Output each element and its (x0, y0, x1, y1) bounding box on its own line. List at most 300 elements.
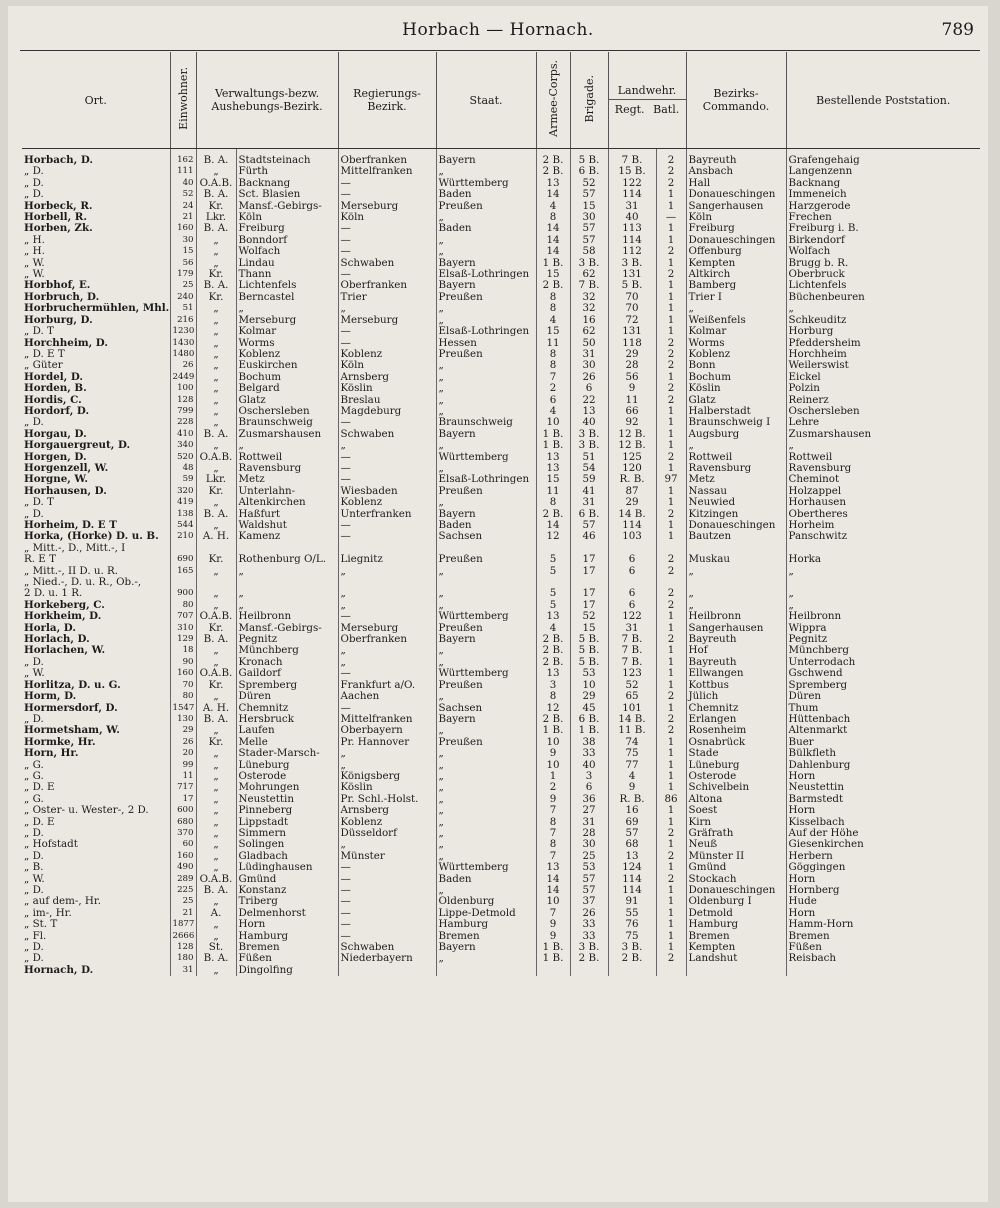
place-name-cell: Horchheim, D. (24, 337, 108, 349)
armee-corps-cell: 9 (536, 748, 570, 759)
poststation-cell: Oschersleben (786, 406, 980, 417)
regierungs-bezirk-cell: — (338, 269, 436, 280)
staat-cell: Preußen (436, 349, 536, 360)
header-brigade-label: Brigade. (582, 74, 596, 123)
table-row (22, 235, 980, 246)
poststation-cell: Düren (786, 691, 980, 702)
verwaltung-bezirk-cell: Gladbach (236, 851, 338, 862)
regierungs-bezirk-cell: — (338, 668, 436, 679)
place-name-cell: „ Nied.-, D. u. R., Ob.-, (24, 577, 142, 589)
verwaltung-bezirk-cell: Worms (236, 338, 338, 349)
landwehr-regt-cell: 13 (608, 851, 656, 862)
regierungs-bezirk-cell: Schwaben (338, 942, 436, 953)
verwaltung-type-cell: „ (196, 235, 236, 246)
regierungs-bezirk-cell: — (338, 703, 436, 714)
bezirks-kommando-cell: Nassau (686, 486, 786, 497)
bezirks-kommando-cell: Donaueschingen (686, 520, 786, 531)
verwaltung-type-cell: „ (196, 417, 236, 428)
staat-cell: „ (436, 828, 536, 839)
einwohner-cell: 320 (170, 486, 196, 497)
bezirks-kommando-cell: Offenburg (686, 246, 786, 257)
regierungs-bezirk-cell: — (338, 235, 436, 246)
armee-corps-cell: 2 B. (536, 509, 570, 520)
top-rule (20, 50, 980, 51)
header-einwohner-label: Einwohner. (176, 67, 190, 130)
table-row (22, 201, 980, 212)
place-name-cell: Horben, Zk. (24, 223, 93, 235)
staat-cell: Elsaß-Lothringen (436, 326, 536, 337)
poststation-cell (786, 965, 980, 976)
brigade-cell: 10 (570, 680, 608, 691)
verwaltung-bezirk-cell: Neustettin (236, 794, 338, 805)
header-armee-corps-label: Armee-Corps. (546, 60, 560, 137)
verwaltung-type-cell: B. A. (196, 223, 236, 234)
table-row (22, 645, 980, 656)
verwaltung-type-cell: B. A. (196, 189, 236, 200)
armee-corps-cell: 7 (536, 851, 570, 862)
place-name-cell: Hormersdorf, D. (24, 702, 118, 714)
regierungs-bezirk-cell: — (338, 338, 436, 349)
regierungs-bezirk-cell (338, 965, 436, 976)
bezirks-kommando-cell: Kempten (686, 258, 786, 269)
brigade-cell (570, 965, 608, 976)
verwaltung-bezirk-cell: Kronach (236, 657, 338, 668)
table-row (22, 258, 980, 269)
landwehr-regt-cell: 2 B. (608, 953, 656, 964)
table-row (22, 885, 980, 896)
verwaltung-bezirk-cell: Ravensburg (236, 463, 338, 474)
brigade-cell: 5 B. (570, 657, 608, 668)
table-row (22, 543, 980, 554)
landwehr-batl-cell: 2 (656, 725, 686, 736)
verwaltung-type-cell: „ (196, 794, 236, 805)
poststation-cell: „ (786, 303, 980, 314)
armee-corps-cell: 1 B. (536, 942, 570, 953)
place-name-cell: Horkheim, D. (24, 611, 102, 623)
verwaltung-bezirk-cell: Fürth (236, 166, 338, 177)
bezirks-kommando-cell: Heilbronn (686, 611, 786, 622)
verwaltung-type-cell: „ (196, 645, 236, 656)
verwaltung-type-cell: „ (196, 931, 236, 942)
armee-corps-cell: 2 B. (536, 714, 570, 725)
table-row (22, 497, 980, 508)
place-name-cell: Horlitza, D. u. G. (24, 679, 121, 691)
bezirks-kommando-cell: „ (686, 600, 786, 611)
staat-cell: Elsaß-Lothringen (436, 269, 536, 280)
verwaltung-bezirk-cell: Rothenburg O/L. (236, 554, 338, 565)
landwehr-batl-cell: 2 (656, 452, 686, 463)
landwehr-batl-cell: 1 (656, 280, 686, 291)
regierungs-bezirk-cell: Merseburg (338, 623, 436, 634)
verwaltung-bezirk-cell: Bonndorf (236, 235, 338, 246)
regierungs-bezirk-cell: — (338, 531, 436, 542)
einwohner-cell: 180 (170, 953, 196, 964)
verwaltung-type-cell: „ (196, 657, 236, 668)
bezirks-kommando-cell: Schivelbein (686, 782, 786, 793)
place-name-cell: „ D. (24, 942, 44, 954)
armee-corps-cell: 9 (536, 919, 570, 930)
verwaltung-bezirk-cell: Bremen (236, 942, 338, 953)
verwaltung-type-cell: „ (196, 360, 236, 371)
place-name-cell: „ D. T (24, 497, 54, 509)
armee-corps-cell (536, 543, 570, 554)
poststation-cell: Wippra (786, 623, 980, 634)
table-row (22, 782, 980, 793)
staat-cell: Preußen (436, 737, 536, 748)
brigade-cell: 30 (570, 839, 608, 850)
brigade-cell: 40 (570, 760, 608, 771)
armee-corps-cell: 11 (536, 486, 570, 497)
running-head: Horbach — Hornach. (402, 20, 594, 40)
armee-corps-cell: 13 (536, 611, 570, 622)
table-row (22, 588, 980, 599)
landwehr-regt-cell: R. B. (608, 474, 656, 485)
poststation-cell: Hornberg (786, 885, 980, 896)
brigade-cell: 51 (570, 452, 608, 463)
brigade-cell: 5 B. (570, 634, 608, 645)
landwehr-batl-cell: 2 (656, 566, 686, 577)
landwehr-regt-cell: 122 (608, 178, 656, 189)
regierungs-bezirk-cell: Düsseldorf (338, 828, 436, 839)
landwehr-regt-cell: 123 (608, 668, 656, 679)
bezirks-kommando-cell: Osnabrück (686, 737, 786, 748)
regierungs-bezirk-cell: „ (338, 600, 436, 611)
bezirks-kommando-cell: Chemnitz (686, 703, 786, 714)
place-name-cell: „ im-, Hr. (24, 907, 72, 919)
verwaltung-bezirk-cell: Waldshut (236, 520, 338, 531)
armee-corps-cell: 14 (536, 235, 570, 246)
einwohner-cell: 340 (170, 440, 196, 451)
armee-corps-cell: 8 (536, 360, 570, 371)
regierungs-bezirk-cell: Schwaben (338, 429, 436, 440)
place-name-cell: Hordorf, D. (24, 405, 90, 417)
verwaltung-bezirk-cell: Triberg (236, 896, 338, 907)
place-name-cell: „ B. (24, 862, 44, 874)
verwaltung-type-cell: Lkr. (196, 212, 236, 223)
place-name-cell: Horgauergreut, D. (24, 440, 131, 452)
table-row (22, 611, 980, 622)
bezirks-kommando-cell: Bayreuth (686, 155, 786, 166)
verwaltung-type-cell: Kr. (196, 486, 236, 497)
staat-cell: „ (436, 315, 536, 326)
poststation-cell: Holzappel (786, 486, 980, 497)
place-name-cell: Horlach, D. (24, 634, 90, 646)
regierungs-bezirk-cell: Oberfranken (338, 280, 436, 291)
einwohner-cell: 52 (170, 189, 196, 200)
landwehr-regt-cell: 6 (608, 588, 656, 599)
staat-cell: „ (436, 805, 536, 816)
verwaltung-bezirk-cell: Solingen (236, 839, 338, 850)
place-name-cell: „ H. (24, 234, 45, 246)
staat-cell: „ (436, 725, 536, 736)
einwohner-cell: 111 (170, 166, 196, 177)
landwehr-batl-cell (656, 577, 686, 588)
place-name-cell: Horkeberg, C. (24, 599, 105, 611)
brigade-cell: 27 (570, 805, 608, 816)
place-name-cell: „ W. (24, 269, 45, 281)
einwohner-cell: 51 (170, 303, 196, 314)
place-name-cell: „ D. (24, 827, 44, 839)
place-name-cell: „ St. T (24, 919, 58, 931)
table-row (22, 417, 980, 428)
table-row (22, 246, 980, 257)
verwaltung-bezirk-cell: Thann (236, 269, 338, 280)
regierungs-bezirk-cell (338, 543, 436, 554)
verwaltung-bezirk-cell: „ (236, 600, 338, 611)
landwehr-regt-cell: 52 (608, 680, 656, 691)
brigade-cell: 57 (570, 235, 608, 246)
verwaltung-type-cell: „ (196, 919, 236, 930)
bezirks-kommando-cell: Bayreuth (686, 657, 786, 668)
brigade-cell: 3 B. (570, 942, 608, 953)
verwaltung-type-cell: Kr. (196, 269, 236, 280)
armee-corps-cell: 10 (536, 417, 570, 428)
armee-corps-cell: 8 (536, 349, 570, 360)
staat-cell: Bayern (436, 280, 536, 291)
bezirks-kommando-cell: Worms (686, 338, 786, 349)
brigade-cell: 57 (570, 223, 608, 234)
verwaltung-bezirk-cell: Münchberg (236, 645, 338, 656)
landwehr-batl-cell: 1 (656, 862, 686, 873)
verwaltung-type-cell: B. A. (196, 953, 236, 964)
table-row (22, 338, 980, 349)
armee-corps-cell: 2 (536, 383, 570, 394)
bezirks-kommando-cell: Ansbach (686, 166, 786, 177)
poststation-cell: Gschwend (786, 668, 980, 679)
landwehr-batl-cell (656, 965, 686, 976)
poststation-cell: Oberbruck (786, 269, 980, 280)
table-header (22, 52, 980, 149)
brigade-cell: 46 (570, 531, 608, 542)
header-bezirks-kommando: Bezirks-Commando. (686, 52, 786, 149)
armee-corps-cell: 2 B. (536, 166, 570, 177)
landwehr-batl-cell: 1 (656, 885, 686, 896)
verwaltung-type-cell: „ (196, 520, 236, 531)
bezirks-kommando-cell: Hof (686, 645, 786, 656)
bezirks-kommando-cell: Gräfrath (686, 828, 786, 839)
landwehr-batl-cell: 2 (656, 588, 686, 599)
table-row (22, 372, 980, 383)
verwaltung-bezirk-cell: Lichtenfels (236, 280, 338, 291)
staat-cell: „ (436, 497, 536, 508)
verwaltung-type-cell (196, 577, 236, 588)
place-name-cell: Hormetsham, W. (24, 725, 120, 737)
landwehr-batl-cell: 2 (656, 155, 686, 166)
landwehr-batl-cell: 1 (656, 839, 686, 850)
brigade-cell: 13 (570, 406, 608, 417)
table-row (22, 429, 980, 440)
landwehr-batl-cell: 2 (656, 395, 686, 406)
staat-cell: Preußen (436, 554, 536, 565)
table-row (22, 634, 980, 645)
verwaltung-type-cell: B. A. (196, 634, 236, 645)
landwehr-batl-cell: 1 (656, 645, 686, 656)
staat-cell: Württemberg (436, 452, 536, 463)
landwehr-batl-cell: 2 (656, 634, 686, 645)
verwaltung-bezirk-cell: Zusmarshausen (236, 429, 338, 440)
regierungs-bezirk-cell: Magdeburg (338, 406, 436, 417)
regierungs-bezirk-cell: — (338, 862, 436, 873)
landwehr-regt-cell: 118 (608, 338, 656, 349)
staat-cell: „ (436, 782, 536, 793)
armee-corps-cell (536, 965, 570, 976)
brigade-cell: 33 (570, 931, 608, 942)
bezirks-kommando-cell: Hamburg (686, 919, 786, 930)
landwehr-batl-cell: 2 (656, 509, 686, 520)
brigade-cell: 62 (570, 269, 608, 280)
brigade-cell: 32 (570, 303, 608, 314)
einwohner-cell: 30 (170, 235, 196, 246)
landwehr-batl-cell: 1 (656, 805, 686, 816)
header-poststation: Bestellende Poststation. (786, 52, 980, 149)
staat-cell: Bayern (436, 155, 536, 166)
bezirks-kommando-cell: Stade (686, 748, 786, 759)
place-name-cell: 2 D. u. 1 R. (24, 588, 83, 600)
verwaltung-bezirk-cell: Lindau (236, 258, 338, 269)
einwohner-cell: 544 (170, 520, 196, 531)
table-row (22, 725, 980, 736)
verwaltung-bezirk-cell: Braunschweig (236, 417, 338, 428)
brigade-cell: 30 (570, 212, 608, 223)
table-row (22, 395, 980, 406)
landwehr-batl-cell: 1 (656, 326, 686, 337)
einwohner-cell: 90 (170, 657, 196, 668)
staat-cell: Preußen (436, 292, 536, 303)
brigade-cell: 50 (570, 338, 608, 349)
einwohner-cell: 48 (170, 463, 196, 474)
verwaltung-type-cell: „ (196, 782, 236, 793)
staat-cell: Bayern (436, 714, 536, 725)
landwehr-regt-cell: 92 (608, 417, 656, 428)
place-name-cell: „ D. (24, 177, 44, 189)
regierungs-bezirk-cell: Trier (338, 292, 436, 303)
landwehr-batl-cell: 1 (656, 703, 686, 714)
regierungs-bezirk-cell: — (338, 463, 436, 474)
bezirks-kommando-cell: Weißenfels (686, 315, 786, 326)
landwehr-batl-cell: — (656, 212, 686, 223)
landwehr-batl-cell: 2 (656, 714, 686, 725)
verwaltung-bezirk-cell: Delmenhorst (236, 908, 338, 919)
landwehr-regt-cell: 7 B. (608, 155, 656, 166)
staat-cell: Württemberg (436, 178, 536, 189)
verwaltung-type-cell: Lkr. (196, 474, 236, 485)
einwohner-cell: 707 (170, 611, 196, 622)
staat-cell: „ (436, 657, 536, 668)
staat-cell (436, 543, 536, 554)
staat-cell: Hessen (436, 338, 536, 349)
landwehr-regt-cell: 112 (608, 246, 656, 257)
regierungs-bezirk-cell: Arnsberg (338, 372, 436, 383)
armee-corps-cell: 10 (536, 896, 570, 907)
bezirks-kommando-cell: Ravensburg (686, 463, 786, 474)
landwehr-batl-cell: 2 (656, 349, 686, 360)
verwaltung-type-cell: „ (196, 463, 236, 474)
poststation-cell: Langenzenn (786, 166, 980, 177)
armee-corps-cell: 7 (536, 828, 570, 839)
armee-corps-cell: 1 B. (536, 953, 570, 964)
landwehr-batl-cell: 1 (656, 189, 686, 200)
poststation-cell: Immeneich (786, 189, 980, 200)
armee-corps-cell: 1 (536, 771, 570, 782)
brigade-cell: 31 (570, 349, 608, 360)
verwaltung-bezirk-cell: Simmern (236, 828, 338, 839)
regierungs-bezirk-cell: Arnsberg (338, 805, 436, 816)
poststation-cell: Neustettin (786, 782, 980, 793)
bezirks-kommando-cell: Bamberg (686, 280, 786, 291)
table-row (22, 155, 980, 166)
place-name-cell: Horlachen, W. (24, 645, 106, 657)
landwehr-regt-cell: 9 (608, 782, 656, 793)
place-name-cell: Horka, (Horke) D. u. B. (24, 531, 159, 543)
armee-corps-cell: 8 (536, 497, 570, 508)
landwehr-regt-cell: 15 B. (608, 166, 656, 177)
poststation-cell: Büchenbeuren (786, 292, 980, 303)
place-name-cell: Horgen, D. (24, 451, 87, 463)
staat-cell: „ (436, 395, 536, 406)
verwaltung-bezirk-cell: Glatz (236, 395, 338, 406)
table-row (22, 520, 980, 531)
table-row (22, 680, 980, 691)
landwehr-regt-cell: 77 (608, 760, 656, 771)
staat-cell: „ (436, 246, 536, 257)
table-row (22, 326, 980, 337)
bezirks-kommando-cell: Hall (686, 178, 786, 189)
landwehr-regt-cell: 113 (608, 223, 656, 234)
einwohner-cell: 370 (170, 828, 196, 839)
verwaltung-type-cell: „ (196, 338, 236, 349)
verwaltung-bezirk-cell: Lippstadt (236, 817, 338, 828)
regierungs-bezirk-cell: Münster (338, 851, 436, 862)
poststation-cell: „ (786, 588, 980, 599)
verwaltung-type-cell: B. A. (196, 714, 236, 725)
armee-corps-cell: 15 (536, 474, 570, 485)
regierungs-bezirk-cell: „ (338, 645, 436, 656)
verwaltung-type-cell: St. (196, 942, 236, 953)
table-row (22, 851, 980, 862)
verwaltung-type-cell: B. A. (196, 429, 236, 440)
einwohner-cell: 100 (170, 383, 196, 394)
armee-corps-cell: 2 B. (536, 280, 570, 291)
landwehr-batl-cell: 1 (656, 611, 686, 622)
brigade-cell: 54 (570, 463, 608, 474)
place-name-cell: „ D. T (24, 326, 54, 338)
verwaltung-bezirk-cell: Altenkirchen (236, 497, 338, 508)
einwohner-cell: 130 (170, 714, 196, 725)
landwehr-regt-cell: 114 (608, 520, 656, 531)
place-name-cell: „ D. (24, 189, 44, 201)
poststation-cell: Hüttenbach (786, 714, 980, 725)
armee-corps-cell: 2 B. (536, 634, 570, 645)
table-row (22, 474, 980, 485)
bezirks-kommando-cell: Kempten (686, 942, 786, 953)
place-name-cell: Horden, B. (24, 383, 87, 395)
verwaltung-bezirk-cell: Sct. Blasien (236, 189, 338, 200)
einwohner-cell: 160 (170, 851, 196, 862)
staat-cell: Baden (436, 520, 536, 531)
verwaltung-bezirk-cell: Gaildorf (236, 668, 338, 679)
poststation-cell: Füßen (786, 942, 980, 953)
armee-corps-cell: 4 (536, 406, 570, 417)
table-row (22, 657, 980, 668)
verwaltung-bezirk-cell: Mohrungen (236, 782, 338, 793)
staat-cell: „ (436, 566, 536, 577)
regierungs-bezirk-cell: — (338, 908, 436, 919)
regierungs-bezirk-cell: Oberbayern (338, 725, 436, 736)
bezirks-kommando-cell: Koblenz (686, 349, 786, 360)
einwohner-cell: 128 (170, 942, 196, 953)
regierungs-bezirk-cell: Köln (338, 212, 436, 223)
regierungs-bezirk-cell: — (338, 919, 436, 930)
